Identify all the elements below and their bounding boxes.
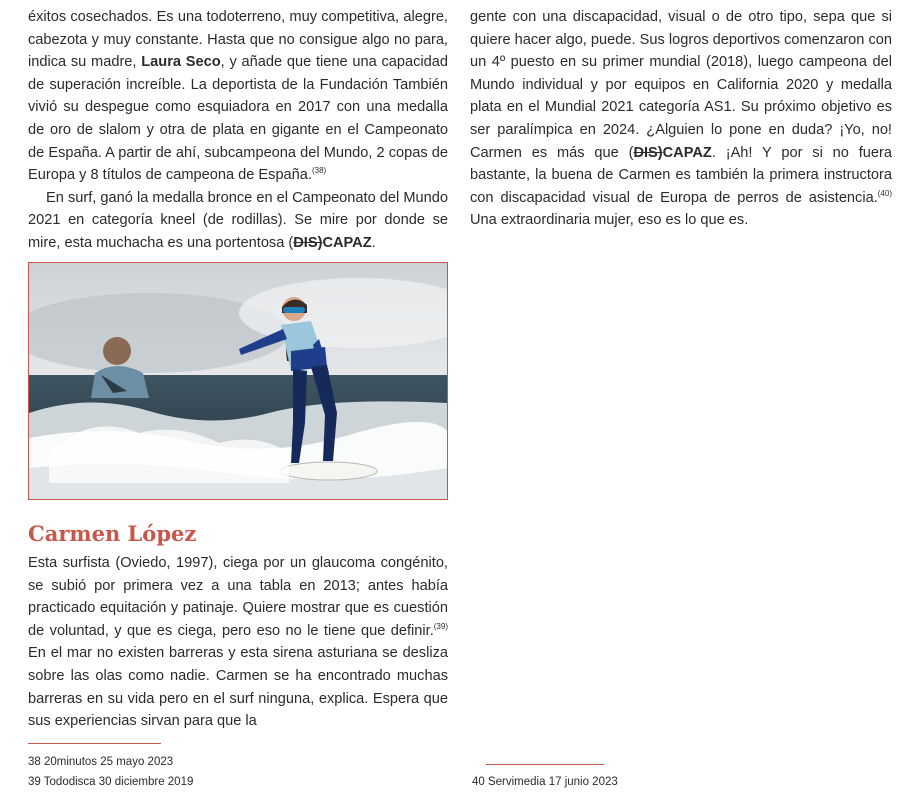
paragraph-skier: éxitos cosechados. Es una todoterreno, muy competitiva, alegre, cabezota y muy constante. Hasta que no consigue algo no para, indica su madre, Laura Seco, y añade que tiene una capacidad de superación increíble. La deportista de la Fundación También vivió su despegue como esquiadora en 2017 con una medalla de oro de slalom y otra de plata en gigante en el Campeonato de España. A partir de ahí, subcampeona del Mundo, 2 copas de Europa y 8 títulos de campeona de España.$^{(38)}$ [28,9,448,184]
left-column [28,6,448,255]
right-column [470,6,892,232]
capaz-word: CAPAZ [662,144,712,161]
footnote-ref-40: (40) [877,188,892,198]
surf-photo [28,262,448,500]
footnote-40: 40 Servimedia 17 junio 2023 [472,776,618,788]
footnote-38: 38 20minutos 25 mayo 2023 [28,756,174,768]
section-heading: Carmen López [28,521,197,546]
paragraph-achievements: gente con una discapacidad, visual o de otro tipo, sepa que si quiere hacer algo, puede. Sus logros deportivos comenzaron con un 4º puesto en su primer mundial (2018), luego campeona del Mundo individual y por equipos en California 2020 y medalla plata en el Mundial 2021 categoría AS1. Su próximo objetivo es ser paralímpica en 2024. ¿Alguien lo pone en duda? ¡Yo, no! Carmen es más que (DIS)CAPAZ. ¡Ah! Y por si no fuera bastante, la buena de Carmen es también la primera instructora con discapacidad visual de Europa de perros de asistencia.$^{(40)}$ Una extraordinaria mujer, eso es lo que es. [470,9,892,229]
dis-strike: DIS) [633,144,663,161]
footnote-ref-38: (38) [311,166,327,176]
carmen-section [28,520,448,733]
footnote-ref-39: (39) [433,621,448,631]
dis-strike: DIS) [293,234,323,251]
mother-name: Laura Seco [141,54,221,71]
paragraph-surf-medal: En surf, ganó la medalla bronce en el Campeonato del Mundo 2021 en categoría kneel (de rodillas). Se mire por donde se mire, esta muchacha es una portentosa (DIS)CAPAZ. [28,189,448,251]
footnote-39: 39 Tododisca 30 diciembre 2019 [28,776,194,788]
capaz-word: CAPAZ [322,234,372,251]
surfboard [281,462,377,480]
footnote-divider-left [28,743,161,744]
footnote-divider-right [486,764,604,765]
paragraph-carmen: Esta surfista (Oviedo, 1997), ciega por un glaucoma congénito, se subió por primera vez a una tabla en 2013; antes había practicado equitación y patinaje. Quiere mostrar que es cuestión de voluntad, y que es ciega, pero eso no le tiene que definir.$^{(39)}$ En el mar no existen barreras y esta sirena asturiana se desliza sobre las olas como nadie. Carmen se ha encontrado muchas barreras en su vida pero en el surf ninguna, explica. Espera que sus experiencias sirvan para que la [28,555,448,730]
